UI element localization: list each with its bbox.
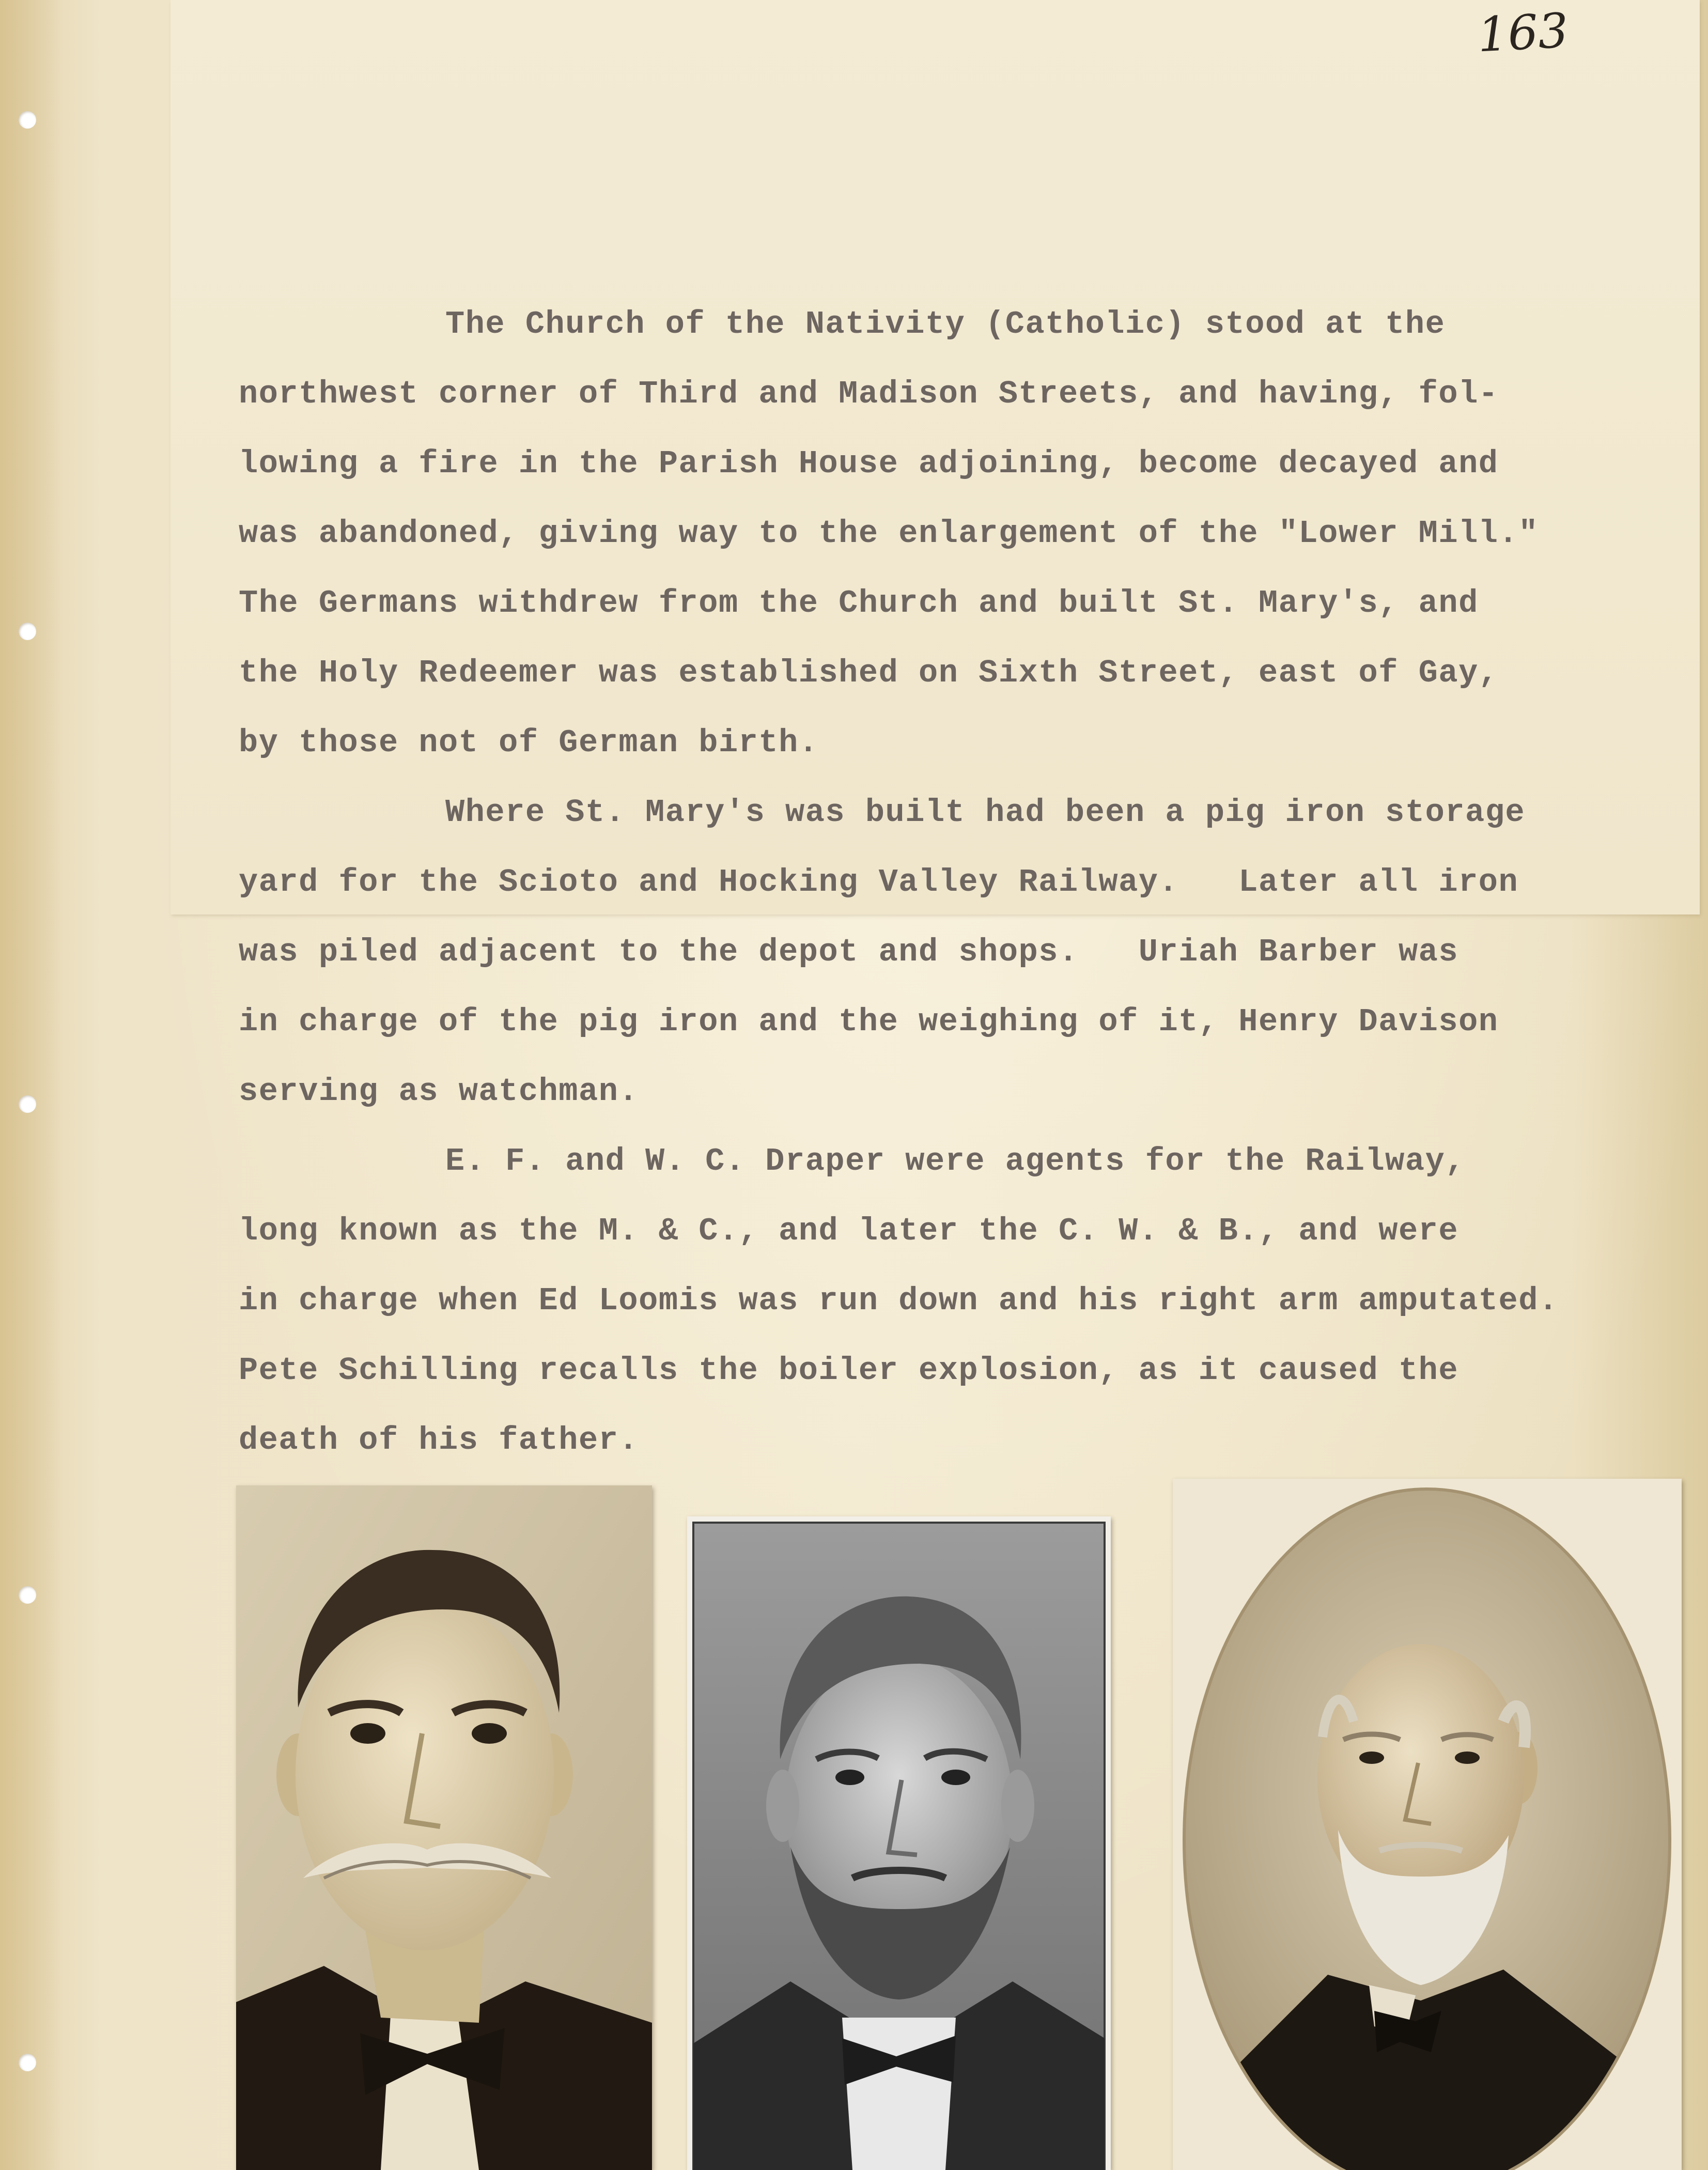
text-line: the Holy Redeemer was established on Sixth Street, east of Gay, <box>239 655 1499 691</box>
text-line: yard for the Scioto and Hocking Valley Railway. Later all iron <box>239 864 1519 901</box>
typed-text <box>239 289 1608 1475</box>
punch-hole <box>19 2054 36 2071</box>
text-line: Pete Schilling recalls the boiler explosion, as it caused the <box>239 1352 1459 1389</box>
margin-stain <box>0 0 62 2170</box>
text-line: E. F. and W. C. Draper were agents for the Railway, <box>445 1143 1466 1180</box>
text-line: death of his father. <box>239 1422 639 1459</box>
text-line: lowing a fire in the Parish House adjoining, become decayed and <box>239 445 1499 482</box>
portrait-mustache-image <box>236 1485 652 2170</box>
text-line: was abandoned, giving way to the enlargement of the "Lower Mill." <box>239 515 1539 552</box>
punch-hole <box>19 623 36 640</box>
text-line: Where St. Mary's was built had been a pig iron storage <box>445 794 1526 831</box>
text-line: in charge when Ed Loomis was run down and his right arm amputated. <box>239 1282 1559 1319</box>
page-number: 163 <box>1476 3 1570 63</box>
portrait-photo-mustache <box>236 1485 652 2170</box>
portrait-photo-beard <box>687 1516 1111 2170</box>
text-line: northwest corner of Third and Madison Streets, and having, fol- <box>239 376 1499 412</box>
text-line: The Germans withdrew from the Church and built St. Mary's, and <box>239 585 1479 622</box>
text-line: was piled adjacent to the depot and shops. Uriah Barber was <box>239 934 1459 970</box>
text-line: long known as the M. & C., and later the C. W. & B., and were <box>239 1213 1459 1249</box>
paragraph <box>239 289 1608 778</box>
portrait-beard-image <box>687 1516 1111 2170</box>
text-line: by those not of German birth. <box>239 724 819 761</box>
paragraph <box>239 778 1608 1126</box>
portrait-photo-white-beard <box>1173 1479 1682 2170</box>
text-line: The Church of the Nativity (Catholic) stood at the <box>445 306 1446 343</box>
punch-hole <box>19 111 36 129</box>
text-line: serving as watchman. <box>239 1073 639 1110</box>
text-line: in charge of the pig iron and the weighing of it, Henry Davison <box>239 1003 1499 1040</box>
paragraph <box>239 1126 1608 1475</box>
punch-hole <box>19 1586 36 1604</box>
portrait-white-beard-image <box>1173 1479 1682 2170</box>
punch-hole <box>19 1095 36 1113</box>
